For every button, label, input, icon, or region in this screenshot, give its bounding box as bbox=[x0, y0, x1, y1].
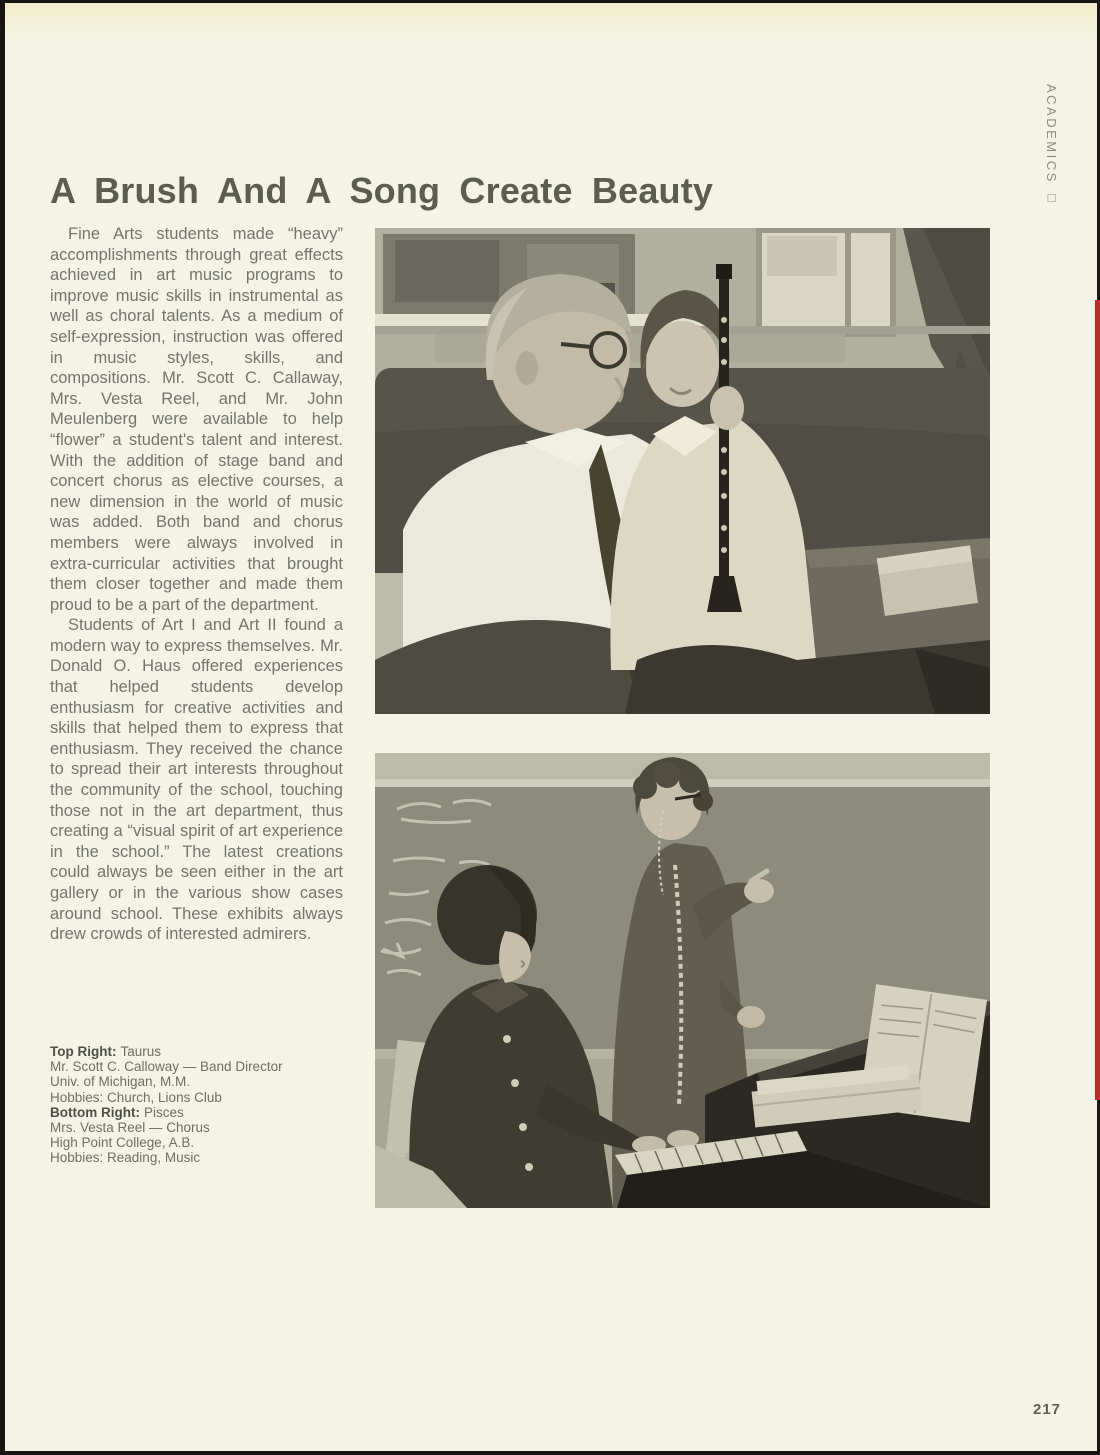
article-paragraph-2: Students of Art I and Art II found a modern way to express themselves. Mr. Donald O. Haus offered experiences that helped students develop enthusiasm for creative activities and skills that helped them to express that enthusiasm. They received the chance to spread their art interests throughout the community of the school, touching those not in the art department, thus creating a “visual spirit of art experience in the school.” The latest creations could always be seen either in the art gallery or in the various show cases around school. These exhibits always drew crowds of interested admirers. bbox=[50, 616, 343, 944]
caption-sign-bottom-right: Pisces bbox=[143, 1104, 184, 1120]
caption-sign-top-right: Taurus bbox=[120, 1044, 162, 1059]
photo-captions bbox=[50, 1044, 350, 1166]
caption-line: Hobbies: Church, Lions Club bbox=[50, 1089, 222, 1105]
caption-label-bottom-right: Bottom Right: bbox=[50, 1104, 140, 1120]
caption-line bbox=[50, 1105, 350, 1120]
page-top-tint bbox=[0, 0, 1100, 42]
book-edge-red-strip bbox=[1095, 300, 1100, 1100]
photo-chorus-director bbox=[375, 753, 990, 1208]
caption-line: High Point College, A.B. bbox=[50, 1135, 195, 1151]
section-side-label: ACADEMICS □ bbox=[1044, 84, 1059, 208]
window-bright bbox=[757, 228, 895, 336]
caption-line: Univ. of Michigan, M.M. bbox=[50, 1074, 191, 1090]
conducting-hand bbox=[744, 879, 774, 903]
photo-band-director bbox=[375, 228, 990, 714]
caption-line: Hobbies: Reading, Music bbox=[50, 1150, 201, 1166]
article-text-column bbox=[50, 224, 343, 945]
photo-chorus-director-illustration bbox=[375, 753, 990, 1208]
hand-on-clarinet bbox=[710, 386, 744, 430]
caption-line: Mr. Scott C. Calloway — Band Director bbox=[50, 1059, 283, 1075]
caption-label-top-right: Top Right: bbox=[50, 1044, 117, 1059]
page-title: A Brush And A Song Create Beauty bbox=[50, 170, 714, 212]
lower-hand bbox=[737, 1006, 765, 1028]
caption-line: Mrs. Vesta Reel — Chorus bbox=[50, 1120, 210, 1136]
page-number: 217 bbox=[1033, 1401, 1062, 1418]
ear bbox=[516, 351, 538, 385]
article-paragraph-1: Fine Arts students made “heavy” accomplishments through great effects achieved in art music programs to improve music skills in instrumental as well as choral talents. As a medium of self-expression, instruction was offered in music styles, skills, and compositions. Mr. Scott C. Callaway, Mrs. Vesta Reel, and Mr. John Meulenberg were available to help “flower” a student's talent and interest. With the addition of stage band and concert chorus as elective courses, a new dimension in the world of music was added. Both band and chorus members were always involved in extra-curricular activities that brought them closer together and made them proud to be a part of the department. bbox=[50, 225, 343, 614]
photo-band-director-illustration bbox=[375, 228, 990, 714]
caption-line bbox=[50, 1044, 350, 1059]
